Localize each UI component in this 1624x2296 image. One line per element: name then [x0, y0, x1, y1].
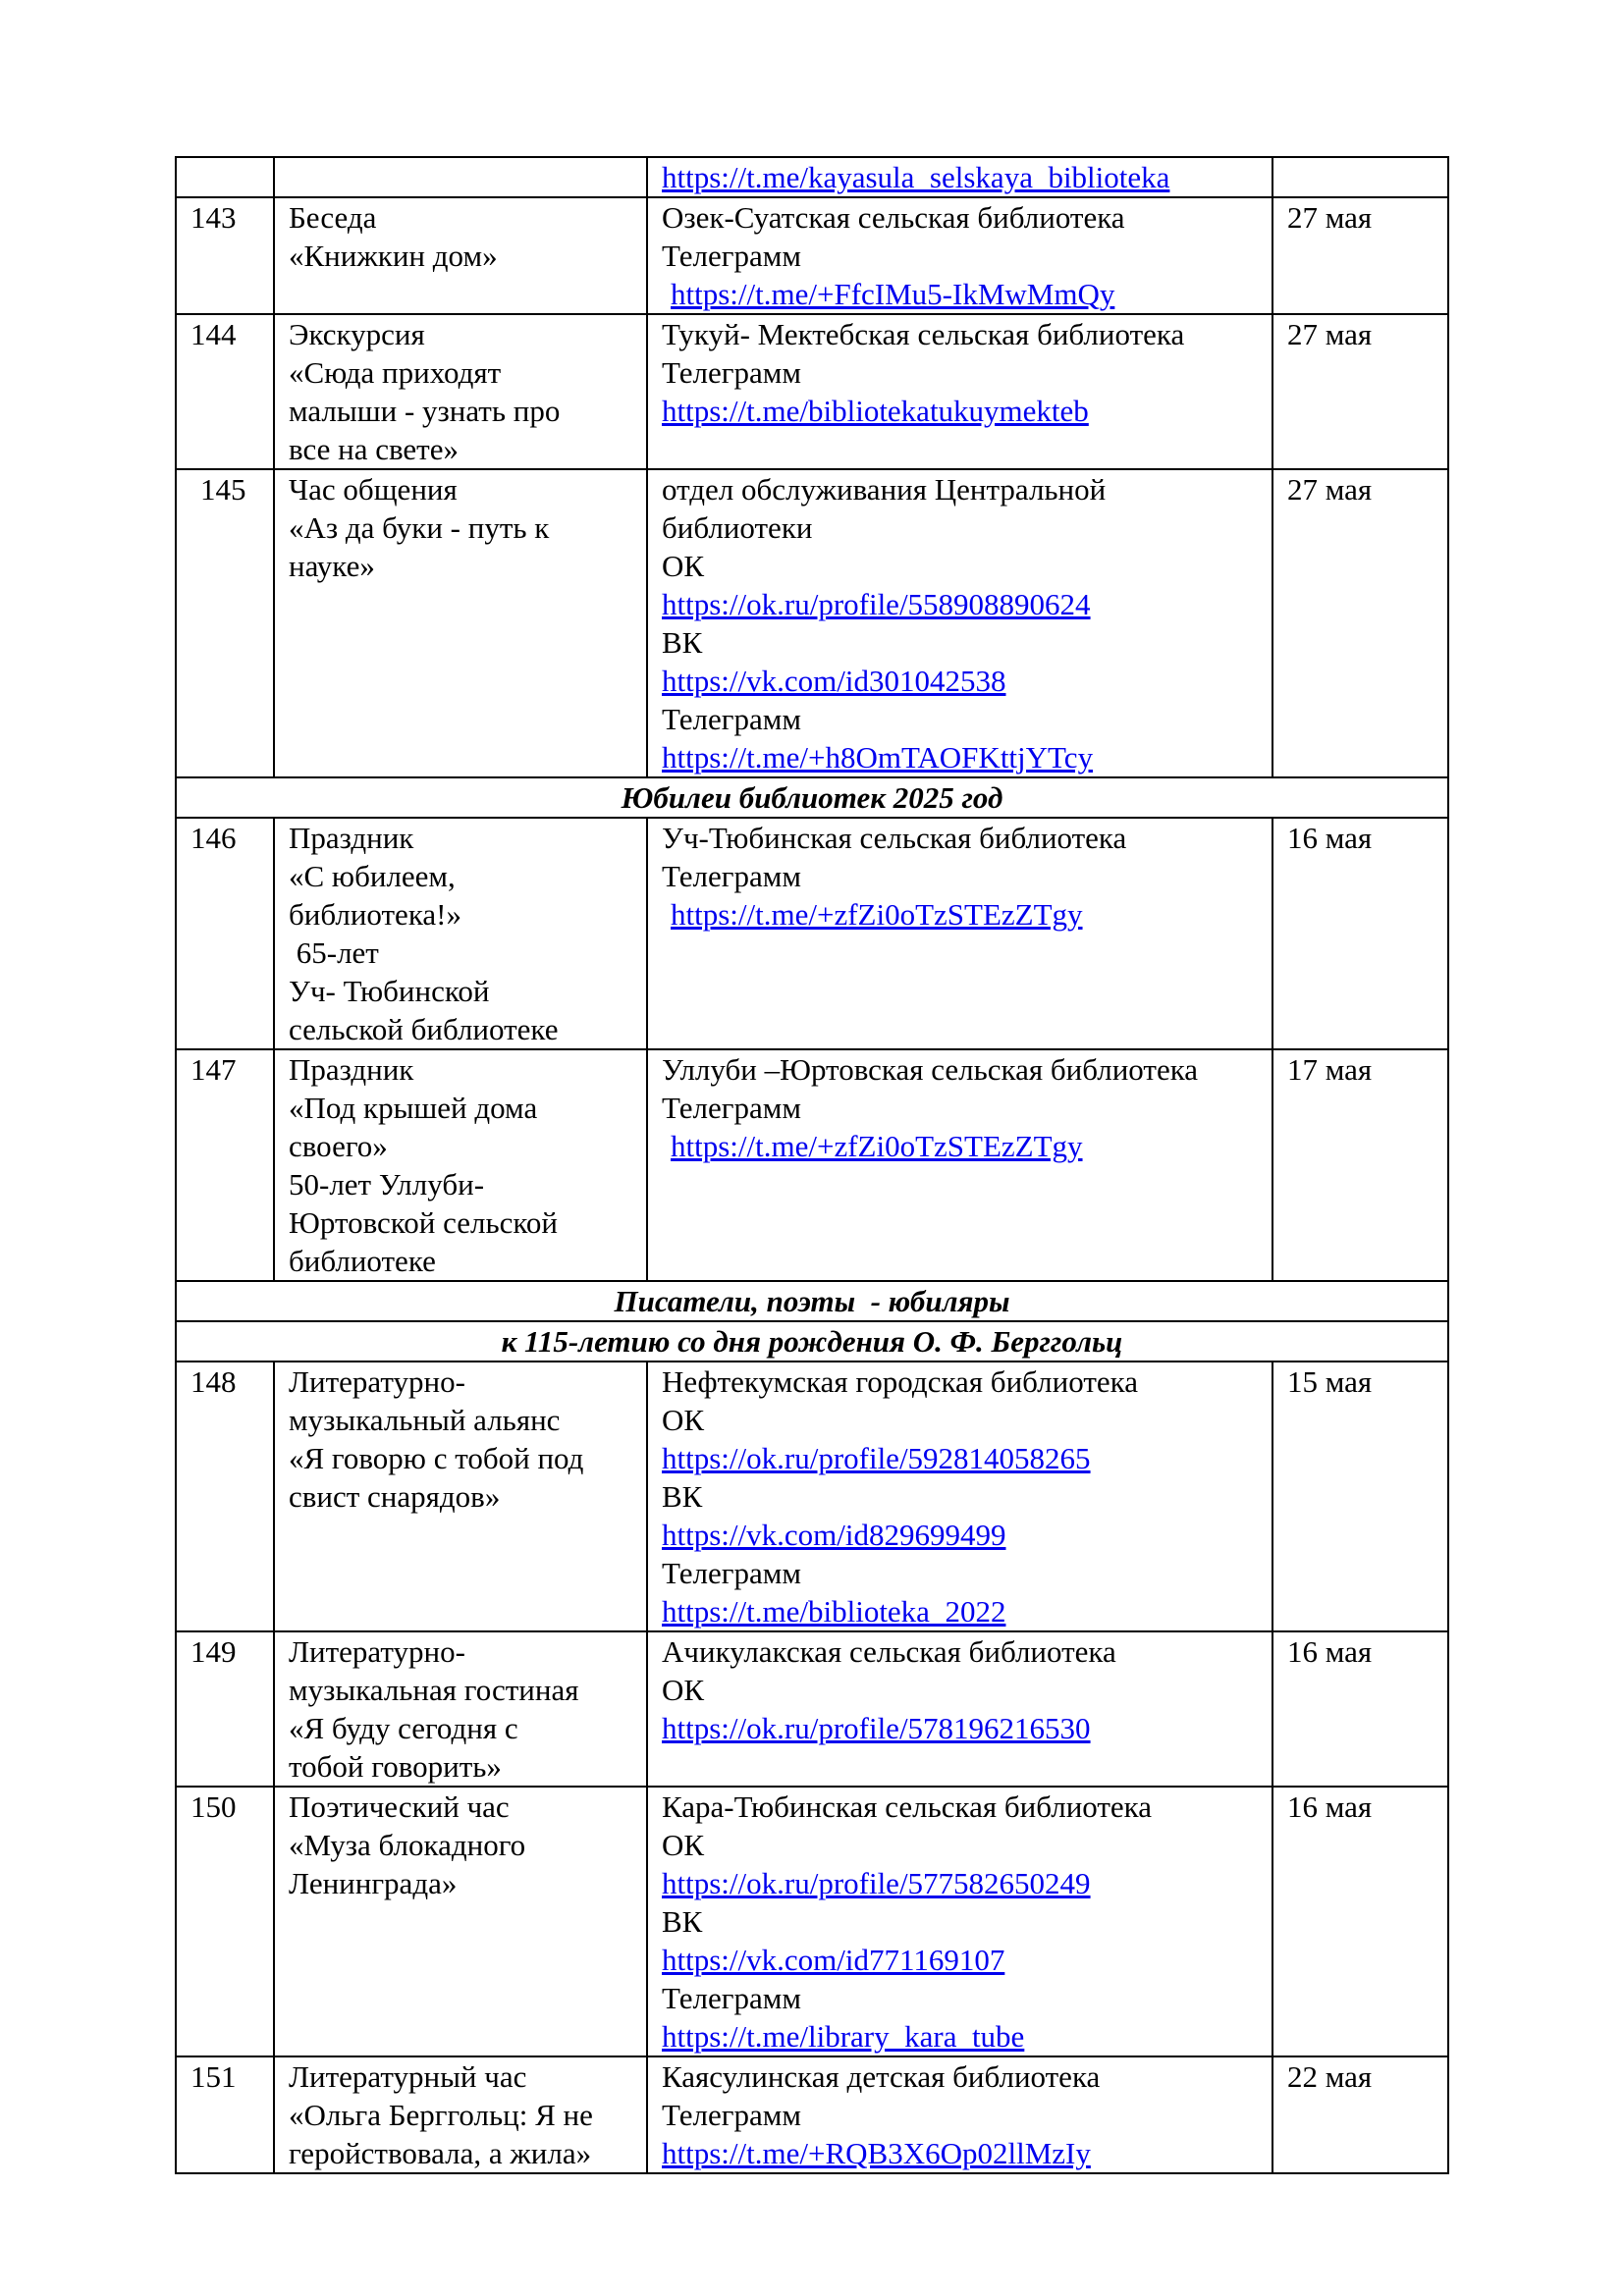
event-date: 27 мая	[1272, 469, 1448, 777]
place-cell	[647, 469, 1272, 777]
link-label: ВК	[662, 1479, 703, 1514]
event-title: библиотека!»	[289, 897, 461, 932]
telegram-link[interactable]: https://t.me/+h8OmTAOFKttjYTcy	[662, 740, 1094, 774]
event-date: 16 мая	[1272, 1787, 1448, 2056]
link-label: Телеграмм	[662, 239, 801, 273]
row-number: 151	[176, 2056, 274, 2173]
telegram-link[interactable]: https://t.me/bibliotekatukuymekteb	[662, 394, 1089, 428]
link-label: ВК	[662, 625, 703, 660]
library-name: Тукуй- Мектебская сельская библиотека	[662, 317, 1185, 351]
link-label: Телеграмм	[662, 1981, 801, 2015]
row-number: 148	[176, 1362, 274, 1631]
event-title: 50-лет Уллуби-	[289, 1167, 485, 1201]
table-row	[176, 197, 1448, 314]
event-cell	[274, 197, 647, 314]
library-name: Каясулинская детская библиотека	[662, 2059, 1101, 2094]
event-date: 16 мая	[1272, 818, 1448, 1049]
event-date: 27 мая	[1272, 197, 1448, 314]
library-name: Уллуби –Юртовская сельская библиотека	[662, 1052, 1199, 1087]
telegram-link[interactable]: https://t.me/+zfZi0oTzSTEzZTgy	[671, 1129, 1083, 1163]
link-label: ВК	[662, 1904, 703, 1939]
vk-link[interactable]: https://vk.com/id829699499	[662, 1518, 1006, 1552]
table-row	[176, 818, 1448, 1049]
event-cell	[274, 1362, 647, 1631]
place-cell	[647, 1362, 1272, 1631]
row-number: 150	[176, 1787, 274, 2056]
event-type: музыкальная гостиная	[289, 1673, 579, 1707]
section-heading: Писатели, поэты - юбиляры	[176, 1281, 1448, 1321]
event-cell	[274, 1049, 647, 1281]
event-title: Уч- Тюбинской	[289, 974, 490, 1008]
event-title: «С юбилеем,	[289, 859, 456, 893]
table-row	[176, 2056, 1448, 2173]
telegram-link[interactable]: https://t.me/biblioteka_2022	[662, 1594, 1006, 1629]
event-type: Беседа	[289, 200, 377, 235]
link-label: Телеграмм	[662, 355, 801, 390]
table-row	[176, 1362, 1448, 1631]
event-cell	[274, 818, 647, 1049]
row-number: 145	[176, 469, 274, 777]
event-title: «Ольга Берггольц: Я не	[289, 2098, 593, 2132]
link-label: ОК	[662, 549, 705, 583]
event-title: «Под крышей дома	[289, 1091, 538, 1125]
table-row	[176, 1049, 1448, 1281]
event-type: Литературный час	[289, 2059, 527, 2094]
event-title: все на свете»	[289, 432, 459, 466]
events-table	[175, 156, 1449, 2174]
event-date: 17 мая	[1272, 1049, 1448, 1281]
event-type: Литературно-	[289, 1364, 465, 1399]
event-cell	[274, 1631, 647, 1787]
event-type: Час общения	[289, 472, 458, 507]
place-cell	[647, 2056, 1272, 2173]
row-number: 149	[176, 1631, 274, 1787]
table-row	[176, 157, 1448, 197]
section-heading: Юбилеи библиотек 2025 год	[176, 777, 1448, 818]
event-type: Литературно-	[289, 1634, 465, 1669]
event-title: «Я буду сегодня с	[289, 1711, 518, 1745]
event-date: 22 мая	[1272, 2056, 1448, 2173]
event-type: Праздник	[289, 1052, 414, 1087]
ok-link[interactable]: https://ok.ru/profile/558908890624	[662, 587, 1091, 621]
event-title: «Муза блокадного	[289, 1828, 526, 1862]
section-subheading: к 115-летию со дня рождения О. Ф. Берггольц	[176, 1321, 1448, 1362]
event-title: 65-лет	[289, 935, 379, 970]
row-number: 144	[176, 314, 274, 469]
event-type: Праздник	[289, 821, 414, 855]
table-row	[176, 1787, 1448, 2056]
section-row	[176, 777, 1448, 818]
vk-link[interactable]: https://vk.com/id301042538	[662, 664, 1006, 698]
link-label: ОК	[662, 1673, 705, 1707]
event-cell	[274, 157, 647, 197]
event-title: Ленинграда»	[289, 1866, 458, 1900]
library-name: библиотеки	[662, 510, 813, 545]
link-label: Телеграмм	[662, 859, 801, 893]
section-row	[176, 1321, 1448, 1362]
library-name: Озек-Суатская сельская библиотека	[662, 200, 1125, 235]
library-name: Нефтекумская городская библиотека	[662, 1364, 1138, 1399]
telegram-link[interactable]: https://t.me/kayasula_selskaya_biblioteka	[662, 160, 1170, 194]
table-row	[176, 314, 1448, 469]
event-type: музыкальный альянс	[289, 1403, 561, 1437]
row-number: 147	[176, 1049, 274, 1281]
event-date: 15 мая	[1272, 1362, 1448, 1631]
place-cell	[647, 157, 1272, 197]
library-name: Уч-Тюбинская сельская библиотека	[662, 821, 1127, 855]
date-cell	[1272, 157, 1448, 197]
link-label: Телеграмм	[662, 702, 801, 736]
table-row	[176, 469, 1448, 777]
event-type: Экскурсия	[289, 317, 425, 351]
event-title: Юртовской сельской	[289, 1205, 558, 1240]
event-title: «Книжкин дом»	[289, 239, 498, 273]
num-cell	[176, 157, 274, 197]
row-number: 143	[176, 197, 274, 314]
event-type: Поэтический час	[289, 1789, 510, 1824]
link-label: Телеграмм	[662, 2098, 801, 2132]
library-name: Кара-Тюбинская сельская библиотека	[662, 1789, 1153, 1824]
telegram-link[interactable]: https://t.me/+zfZi0oTzSTEzZTgy	[671, 897, 1083, 932]
event-title: тобой говорить»	[289, 1749, 502, 1784]
row-number: 146	[176, 818, 274, 1049]
library-name: отдел обслуживания Центральной	[662, 472, 1107, 507]
place-cell	[647, 314, 1272, 469]
event-title: своего»	[289, 1129, 388, 1163]
link-label: ОК	[662, 1403, 705, 1437]
link-label: ОК	[662, 1828, 705, 1862]
event-cell	[274, 469, 647, 777]
telegram-link[interactable]: https://t.me/+RQB3X6Op02llMzIy	[662, 2136, 1091, 2170]
library-name: Ачикулакская сельская библиотека	[662, 1634, 1116, 1669]
telegram-link[interactable]: https://t.me/+FfcIMu5-IkMwMmQy	[671, 277, 1115, 311]
event-title: малыши - узнать про	[289, 394, 561, 428]
event-cell	[274, 314, 647, 469]
event-title: свист снарядов»	[289, 1479, 501, 1514]
event-cell	[274, 1787, 647, 2056]
event-title: «Сюда приходят	[289, 355, 502, 390]
event-cell	[274, 2056, 647, 2173]
link-label: Телеграмм	[662, 1091, 801, 1125]
place-cell	[647, 1787, 1272, 2056]
event-title: библиотеке	[289, 1244, 436, 1278]
ok-link[interactable]: https://ok.ru/profile/577582650249	[662, 1866, 1091, 1900]
telegram-link[interactable]: https://t.me/library_kara_tube	[662, 2019, 1025, 2054]
event-date: 16 мая	[1272, 1631, 1448, 1787]
table-row	[176, 1631, 1448, 1787]
link-label: Телеграмм	[662, 1556, 801, 1590]
place-cell	[647, 1049, 1272, 1281]
place-cell	[647, 1631, 1272, 1787]
event-title: геройствовала, а жила»	[289, 2136, 592, 2170]
vk-link[interactable]: https://vk.com/id771169107	[662, 1943, 1005, 1977]
events-table-page	[175, 156, 1447, 2174]
event-title: «Я говорю с тобой под	[289, 1441, 584, 1475]
place-cell	[647, 818, 1272, 1049]
section-row	[176, 1281, 1448, 1321]
ok-link[interactable]: https://ok.ru/profile/592814058265	[662, 1441, 1091, 1475]
event-title: «Аз да буки - путь к	[289, 510, 550, 545]
event-title: науке»	[289, 549, 375, 583]
ok-link[interactable]: https://ok.ru/profile/578196216530	[662, 1711, 1091, 1745]
event-date: 27 мая	[1272, 314, 1448, 469]
place-cell	[647, 197, 1272, 314]
event-title: сельской библиотеке	[289, 1012, 559, 1046]
